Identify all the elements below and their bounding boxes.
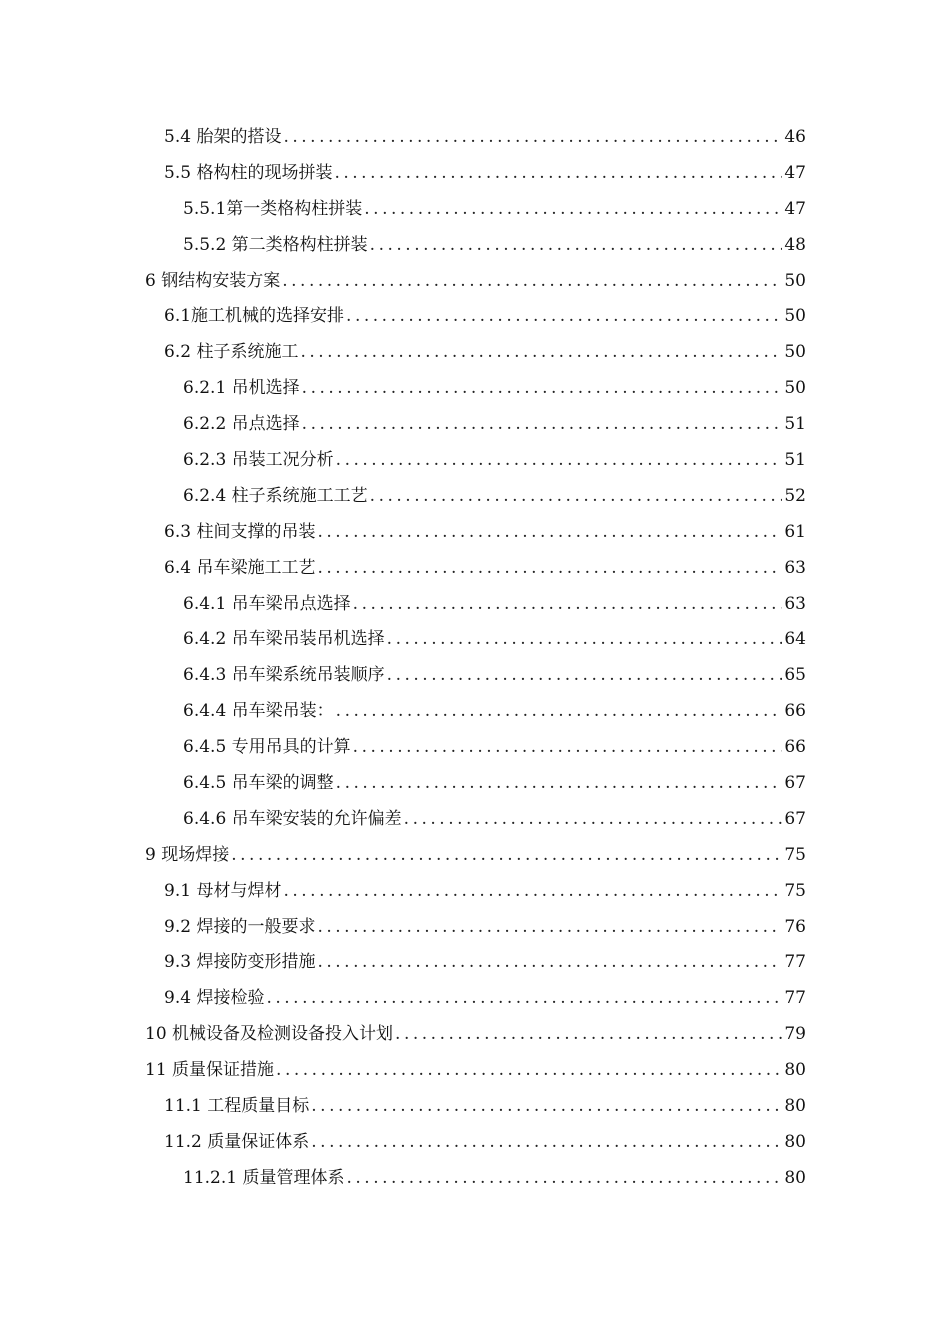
toc-entry-page: 80 bbox=[784, 1060, 806, 1081]
toc-entry-page: 67 bbox=[784, 808, 806, 829]
toc-entry-page: 47 bbox=[784, 162, 806, 183]
toc-entry[interactable] bbox=[0, 944, 950, 980]
toc-entry[interactable] bbox=[0, 909, 950, 945]
toc-dot-leader bbox=[300, 334, 782, 370]
toc-entry-page: 46 bbox=[784, 127, 806, 147]
toc-entry[interactable] bbox=[0, 334, 950, 370]
toc-entry[interactable] bbox=[0, 729, 950, 765]
toc-dot-leader bbox=[336, 442, 783, 478]
toc-entry-page: 66 bbox=[784, 737, 806, 758]
toc-entry[interactable] bbox=[0, 119, 950, 155]
toc-entry[interactable] bbox=[0, 191, 950, 227]
toc-entry-title: 9.1 母材与焊材 bbox=[164, 880, 282, 901]
toc-entry[interactable] bbox=[0, 155, 950, 191]
toc-entry-title: 6 钢结构安装方案 bbox=[145, 270, 281, 291]
toc-dot-leader bbox=[353, 729, 783, 765]
toc-dot-leader bbox=[266, 980, 782, 1016]
toc-entry-page: 61 bbox=[784, 521, 806, 542]
toc-dot-leader bbox=[311, 1124, 782, 1160]
toc-entry-title: 6.4.4 吊车梁吊装： bbox=[183, 701, 334, 722]
toc-entry-page: 64 bbox=[784, 629, 806, 650]
toc-dot-leader bbox=[336, 765, 783, 801]
toc-entry-page: 47 bbox=[784, 198, 806, 219]
toc-entry-title: 6.4.5 吊车梁的调整 bbox=[183, 773, 334, 794]
toc-entry-page: 51 bbox=[784, 450, 806, 471]
toc-entry-title: 5.5.2 第二类格构柱拼装 bbox=[183, 234, 368, 255]
toc-entry[interactable] bbox=[0, 621, 950, 657]
toc-dot-leader bbox=[317, 944, 782, 980]
toc-entry[interactable] bbox=[0, 693, 950, 729]
toc-entry-title: 6.4 吊车梁施工工艺 bbox=[164, 557, 316, 578]
toc-dot-leader bbox=[231, 837, 782, 873]
toc-entry-title: 5.4 胎架的搭设 bbox=[164, 127, 282, 147]
toc-entry-page: 75 bbox=[784, 880, 806, 901]
toc-entry[interactable] bbox=[0, 478, 950, 514]
toc-entry-title: 6.1施工机械的选择安排 bbox=[164, 306, 345, 327]
toc-entry-page: 50 bbox=[784, 270, 806, 291]
toc-entry[interactable] bbox=[0, 442, 950, 478]
toc-dot-leader bbox=[370, 478, 783, 514]
toc-entry-page: 65 bbox=[784, 665, 806, 686]
toc-dot-leader bbox=[282, 263, 782, 299]
toc-dot-leader bbox=[387, 621, 783, 657]
toc-entry-title: 6.4.3 吊车梁系统吊装顺序 bbox=[183, 665, 385, 686]
toc-entry[interactable] bbox=[0, 514, 950, 550]
toc-entry-page: 50 bbox=[784, 342, 806, 363]
toc-entry[interactable] bbox=[0, 1016, 950, 1052]
toc-entry-page: 67 bbox=[784, 773, 806, 794]
toc-entry-title: 6.4.2 吊车梁吊装吊机选择 bbox=[183, 629, 385, 650]
toc-dot-leader bbox=[276, 1052, 782, 1088]
toc-entry[interactable] bbox=[0, 263, 950, 299]
toc-dot-leader bbox=[395, 1016, 782, 1052]
toc-entry-page: 77 bbox=[784, 952, 806, 973]
toc-entry[interactable] bbox=[0, 765, 950, 801]
toc-entry[interactable] bbox=[0, 227, 950, 263]
toc-entry-page: 77 bbox=[784, 988, 806, 1009]
toc-entry-title: 6.2.1 吊机选择 bbox=[183, 378, 300, 399]
toc-entry-page: 63 bbox=[784, 557, 806, 578]
toc-entry-title: 6.2 柱子系统施工 bbox=[164, 342, 299, 363]
toc-entry-title: 6.4.5 专用吊具的计算 bbox=[183, 737, 351, 758]
toc-entry[interactable] bbox=[0, 837, 950, 873]
toc-entry[interactable] bbox=[0, 370, 950, 406]
toc-entry-title: 10 机械设备及检测设备投入计划 bbox=[145, 1024, 394, 1045]
toc-entry-title: 11 质量保证措施 bbox=[145, 1060, 275, 1081]
toc-entry-title: 6.2.2 吊点选择 bbox=[183, 414, 300, 435]
toc-entry-page: 76 bbox=[784, 916, 806, 937]
toc-entry-page: 50 bbox=[784, 378, 806, 399]
toc-dot-leader bbox=[387, 657, 783, 693]
toc-dot-leader bbox=[334, 155, 782, 191]
toc-entry-page: 48 bbox=[784, 234, 806, 255]
toc-entry-page: 75 bbox=[784, 844, 806, 865]
toc-entry-page: 63 bbox=[784, 593, 806, 614]
toc-entry-title: 11.2 质量保证体系 bbox=[164, 1131, 310, 1152]
toc-entry[interactable] bbox=[0, 298, 950, 334]
toc-entry-title: 9.2 焊接的一般要求 bbox=[164, 916, 316, 937]
toc-entry[interactable] bbox=[0, 550, 950, 586]
toc-entry-page: 80 bbox=[784, 1167, 806, 1188]
toc-entry-title: 11.1 工程质量目标 bbox=[164, 1096, 310, 1117]
toc-entry-title: 6.4.1 吊车梁吊点选择 bbox=[183, 593, 351, 614]
toc-dot-leader bbox=[311, 1088, 782, 1124]
toc-entry-page: 80 bbox=[784, 1096, 806, 1117]
toc-entry-title: 6.2.3 吊装工况分析 bbox=[183, 450, 334, 471]
toc-entry[interactable] bbox=[0, 406, 950, 442]
toc-entry-title: 6.4.6 吊车梁安装的允许偏差 bbox=[183, 808, 402, 829]
toc-dot-leader bbox=[317, 909, 782, 945]
toc-dot-leader bbox=[364, 191, 782, 227]
toc-entry-page: 51 bbox=[784, 414, 806, 435]
toc-entry-title: 11.2.1 质量管理体系 bbox=[183, 1167, 345, 1188]
toc-entry-title: 9.4 焊接检验 bbox=[164, 988, 265, 1009]
toc-entry-title: 9.3 焊接防变形措施 bbox=[164, 952, 316, 973]
toc-entry[interactable] bbox=[0, 1052, 950, 1088]
toc-entry-title: 6.3 柱间支撑的吊装 bbox=[164, 521, 316, 542]
toc-dot-leader bbox=[353, 586, 783, 622]
toc-dot-leader bbox=[404, 801, 783, 837]
toc-entry-page: 50 bbox=[784, 306, 806, 327]
toc-entry-page: 79 bbox=[784, 1024, 806, 1045]
toc-dot-leader bbox=[317, 514, 782, 550]
toc-entry-title: 5.5 格构柱的现场拼装 bbox=[164, 162, 333, 183]
toc-dot-leader bbox=[302, 370, 783, 406]
toc-dot-leader bbox=[283, 873, 782, 909]
toc-entry-page: 80 bbox=[784, 1131, 806, 1152]
toc-entry-title: 9 现场焊接 bbox=[145, 844, 230, 865]
toc-entry[interactable] bbox=[0, 657, 950, 693]
table-of-contents bbox=[0, 119, 950, 1196]
toc-dot-leader bbox=[346, 1160, 782, 1196]
toc-entry[interactable] bbox=[0, 1088, 950, 1124]
toc-dot-leader bbox=[317, 550, 782, 586]
toc-entry-page: 52 bbox=[784, 485, 806, 506]
toc-entry[interactable] bbox=[0, 801, 950, 837]
toc-entry[interactable] bbox=[0, 873, 950, 909]
toc-entry[interactable] bbox=[0, 1160, 950, 1196]
toc-entry-page: 66 bbox=[784, 701, 806, 722]
toc-dot-leader bbox=[336, 693, 783, 729]
toc-dot-leader bbox=[346, 298, 782, 334]
toc-entry-title: 6.2.4 柱子系统施工工艺 bbox=[183, 485, 368, 506]
toc-entry[interactable] bbox=[0, 1124, 950, 1160]
toc-entry[interactable] bbox=[0, 980, 950, 1016]
toc-dot-leader bbox=[302, 406, 783, 442]
toc-entry-title: 5.5.1第一类格构柱拼装 bbox=[183, 198, 363, 219]
toc-dot-leader bbox=[283, 119, 782, 155]
toc-entry[interactable] bbox=[0, 586, 950, 622]
toc-dot-leader bbox=[370, 227, 783, 263]
